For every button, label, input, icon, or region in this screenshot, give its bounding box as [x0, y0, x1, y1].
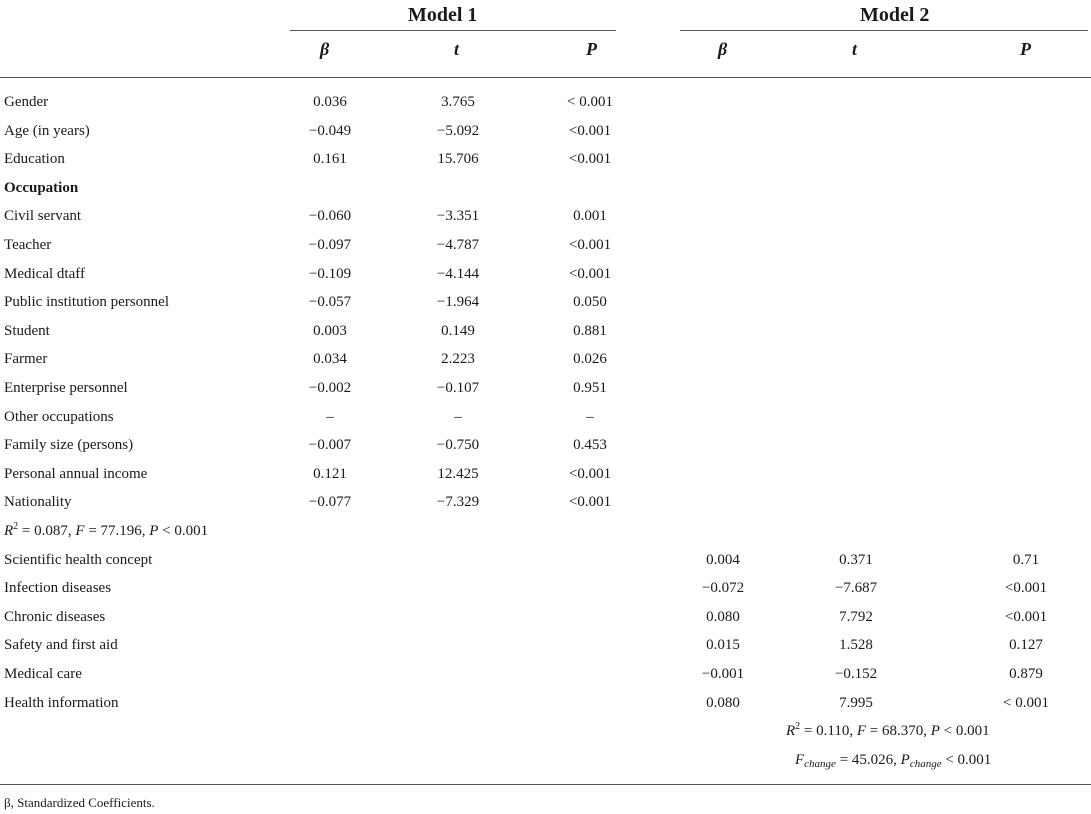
- t-cell: 0.371: [839, 552, 873, 568]
- t-cell: −0.107: [436, 380, 480, 396]
- model1-underline: [290, 30, 616, 31]
- row-label: Family size (persons): [4, 437, 134, 453]
- row-label: Medical care: [4, 666, 82, 682]
- f-change-subscript: change: [804, 758, 836, 770]
- beta-cell: 0.080: [706, 609, 740, 625]
- p-cell: <0.001: [568, 151, 612, 167]
- p-cell: <0.001: [568, 237, 612, 253]
- model2-change-summary: [795, 753, 991, 768]
- t-cell: −5.092: [436, 123, 480, 139]
- row-label: Civil servant: [4, 208, 82, 224]
- beta-cell: 0.003: [313, 323, 347, 339]
- p-cell: –: [586, 409, 594, 425]
- beta-cell: −0.060: [308, 208, 352, 224]
- p-cell: <0.001: [568, 494, 612, 510]
- beta-cell: −0.002: [308, 380, 352, 396]
- p-value: < 0.001: [158, 523, 209, 539]
- beta-cell: −0.001: [701, 666, 745, 682]
- p-cell: 0.71: [1012, 552, 1040, 568]
- model1-title: Model 1: [408, 4, 478, 26]
- p-symbol: P: [149, 523, 159, 539]
- row-label: Medical dtaff: [4, 266, 85, 282]
- model1-beta-header: β: [320, 39, 330, 59]
- row-label: Other occupations: [4, 409, 114, 425]
- beta-cell: 0.034: [313, 351, 347, 367]
- f-value: = 77.196,: [84, 523, 150, 539]
- t-cell: −4.787: [436, 237, 480, 253]
- p-cell: 0.453: [573, 437, 607, 453]
- t-cell: −7.687: [834, 580, 878, 596]
- f-value: = 68.370,: [866, 723, 931, 739]
- p-value: < 0.001: [939, 723, 990, 739]
- t-cell: 12.425: [437, 466, 479, 482]
- row-label: Education: [4, 151, 65, 167]
- t-cell: −4.144: [436, 266, 480, 282]
- model2-p-header: P: [1020, 39, 1031, 59]
- t-cell: −0.750: [436, 437, 480, 453]
- t-cell: 7.792: [839, 609, 873, 625]
- p-cell: 0.951: [573, 380, 607, 396]
- row-label: Gender: [4, 94, 49, 110]
- beta-cell: −0.072: [701, 580, 745, 596]
- t-cell: 2.223: [441, 351, 475, 367]
- t-cell: 3.765: [441, 94, 475, 110]
- beta-cell: 0.121: [313, 466, 347, 482]
- r2-superscript: 2: [13, 521, 19, 532]
- row-label: Personal annual income: [4, 466, 148, 482]
- beta-cell: −0.097: [308, 237, 352, 253]
- row-label: Age (in years): [4, 123, 90, 139]
- r2-value: = 0.087,: [18, 523, 76, 539]
- model2-t-header: t: [852, 39, 858, 59]
- t-cell: −1.964: [436, 294, 480, 310]
- beta-cell: −0.109: [308, 266, 352, 282]
- beta-cell: 0.161: [313, 151, 347, 167]
- row-label: Chronic diseases: [4, 609, 106, 625]
- model2-summary: [786, 721, 990, 739]
- p-cell: < 0.001: [567, 94, 613, 110]
- f-symbol: F: [856, 723, 866, 739]
- footnote: β, Standardized Coefficients.: [4, 795, 155, 810]
- row-label: Nationality: [4, 494, 72, 510]
- p-cell: 0.050: [573, 294, 607, 310]
- t-cell: 1.528: [839, 637, 873, 653]
- t-cell: 7.995: [839, 695, 873, 711]
- p-cell: <0.001: [568, 466, 612, 482]
- row-label: Farmer: [4, 351, 48, 367]
- row-label: Teacher: [4, 237, 52, 253]
- row-label: Scientific health concept: [4, 552, 153, 568]
- p-change-subscript: change: [909, 758, 942, 770]
- p-cell: 0.127: [1009, 637, 1043, 653]
- beta-cell: 0.015: [706, 637, 740, 653]
- p-cell: 0.001: [573, 208, 607, 224]
- p-cell: 0.879: [1009, 666, 1043, 682]
- p-cell: <0.001: [568, 123, 612, 139]
- row-label: Enterprise personnel: [4, 380, 128, 396]
- beta-cell: –: [326, 409, 334, 425]
- t-cell: −7.329: [436, 494, 480, 510]
- row-label: Student: [4, 323, 50, 339]
- t-cell: −0.152: [834, 666, 878, 682]
- beta-cell: 0.004: [706, 552, 740, 568]
- p-cell: <0.001: [1004, 609, 1048, 625]
- p-cell: 0.881: [573, 323, 607, 339]
- r2-value: = 0.110,: [800, 723, 857, 739]
- row-label: Safety and first aid: [4, 637, 118, 653]
- p-change-symbol: P: [900, 752, 910, 768]
- t-cell: 0.149: [441, 323, 475, 339]
- model1-p-header: P: [586, 39, 597, 59]
- p-cell: 0.026: [573, 351, 607, 367]
- row-label: Public institution personnel: [4, 294, 169, 310]
- t-cell: −3.351: [436, 208, 480, 224]
- header-bottom-rule: [0, 77, 1091, 78]
- f-symbol: F: [75, 523, 85, 539]
- beta-cell: 0.036: [313, 94, 347, 110]
- r2-superscript: 2: [795, 721, 801, 732]
- model2-title: Model 2: [860, 4, 930, 26]
- beta-cell: −0.077: [308, 494, 352, 510]
- beta-cell: −0.007: [308, 437, 352, 453]
- f-change-value: = 45.026,: [835, 752, 901, 768]
- row-label: Occupation: [4, 180, 79, 196]
- model2-underline: [680, 30, 1088, 31]
- p-symbol: P: [930, 723, 940, 739]
- beta-cell: −0.057: [308, 294, 352, 310]
- beta-cell: 0.080: [706, 695, 740, 711]
- row-label: Infection diseases: [4, 580, 112, 596]
- r2-symbol: R: [786, 723, 796, 739]
- model1-t-header: t: [454, 39, 460, 59]
- p-cell: <0.001: [1004, 580, 1048, 596]
- t-cell: –: [454, 409, 462, 425]
- model2-beta-header: β: [718, 39, 728, 59]
- p-cell: < 0.001: [1003, 695, 1049, 711]
- p-cell: <0.001: [568, 266, 612, 282]
- f-change-symbol: F: [795, 752, 805, 768]
- p-change-value: < 0.001: [941, 752, 992, 768]
- table-bottom-rule: [0, 784, 1091, 785]
- r2-symbol: R: [4, 523, 14, 539]
- beta-cell: −0.049: [308, 123, 352, 139]
- model1-summary: [4, 521, 209, 539]
- row-label: Health information: [4, 695, 119, 711]
- t-cell: 15.706: [437, 151, 479, 167]
